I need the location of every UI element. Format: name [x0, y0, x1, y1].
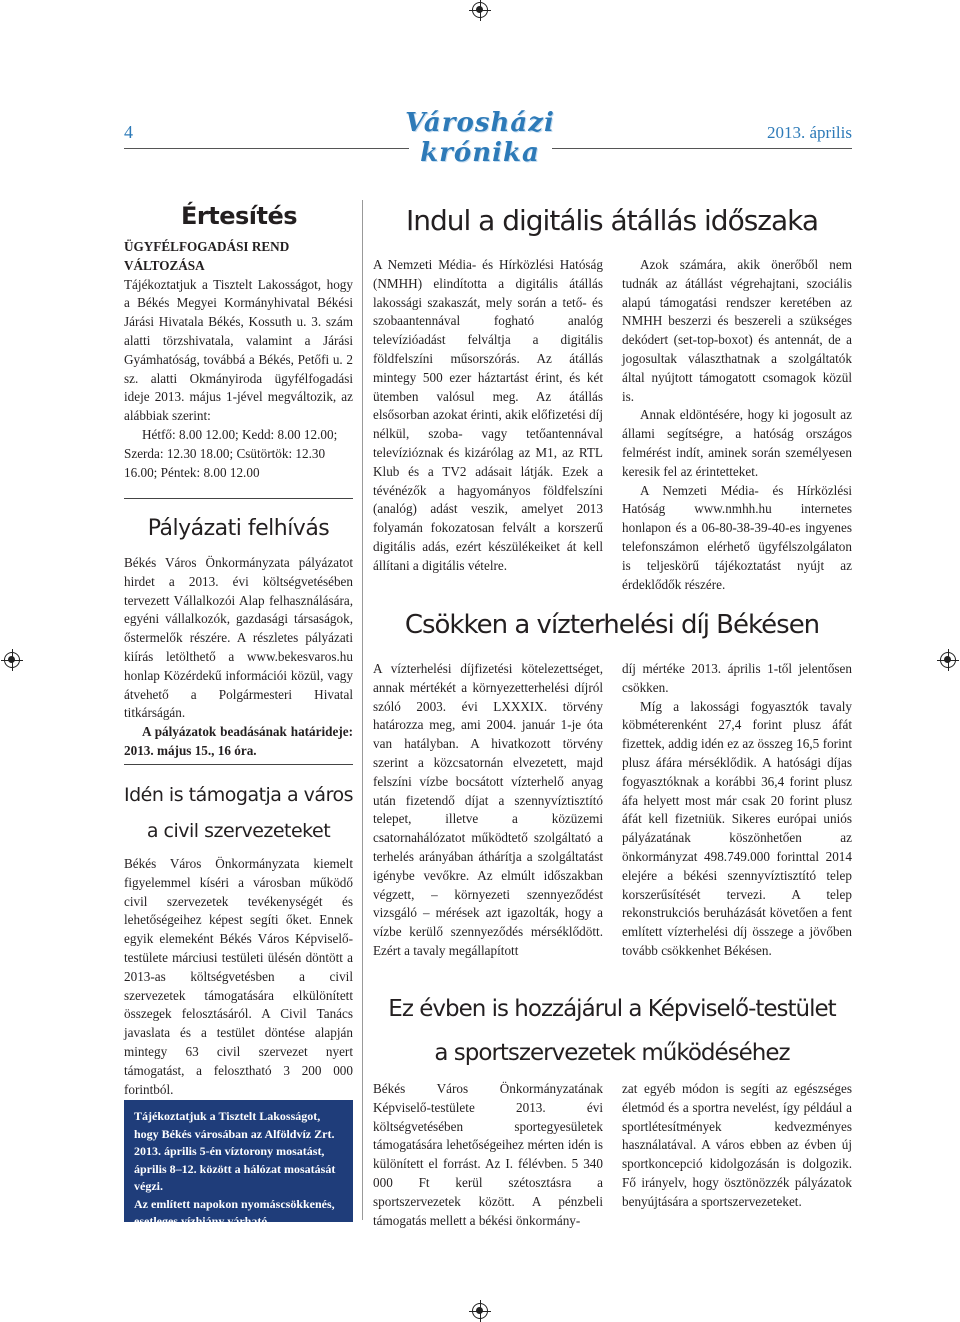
sport-col2 [622, 1080, 852, 1212]
water-col1 [373, 660, 603, 961]
digital-col1-text: A Nemzeti Média- és Hírközlési Hatóság (NMHH) elindította a digitális átállás lakossági szakaszát, mely során a tető- és szobaantennával fogható analóg televízióadást felváltja a digitális földfelszíni műsorszórás. Az átállás mintegy 500 ezer háztartást érint, és két ütemben valósul meg. Az átállás elsősorban azokat érinti, akik előfizetési díj nélkül, szoba- vagy tetőantennával televízióznak és kizárólag az M1, az RTL Klub és a TV2 adásait látják. Ezek a tévénézők a hagyományos földfelszíni (analóg) adást veszik, amelyet 2013 folyamán fokozatosan felvált a korszerű digitális adás, ezért készülékeiket át kell állítani a digitális vételre. [373, 257, 603, 573]
water-notice-box [124, 1100, 353, 1228]
header-rule-right [552, 148, 852, 149]
header-rule-left [124, 148, 409, 149]
palyazat-body: Békés Város Önkormányzata pályázatot hirdet a 2013. évi költségvetésében tervezett Vállalkozói Alap felhasználására, egyéni vállalkozók, gazdasági társaságok, őstermelők részére. A részletes pályázati kiírás letölthető a www.bekesvaros.hu honlap Közérdekű információi közül, vagy átvehető a Polgármesteri Hivatal titkárságán. [124, 555, 353, 721]
ertesites-block [124, 238, 353, 482]
registration-mark-top [472, 2, 488, 18]
civil-title-line2: a civil szervezeteket [146, 820, 331, 842]
sport-title-line1: Ez évben is hozzájárul a Képviselő-testület [388, 996, 836, 1022]
water-title: Csökken a vízterhelési díj Békésen [404, 610, 820, 640]
rule-1 [124, 498, 353, 499]
water-col2a: díj mértéke 2013. április 1-től jelentősen csökken. [622, 661, 852, 695]
palyazat-deadline: A pályázatok beadásának határideje: 2013. május 15., 16 óra. [124, 724, 353, 758]
digital-col1 [373, 256, 603, 576]
sport-col1-text: Békés Város Önkormányzatának Képviselő-testülete 2013. évi költségvetésében sportegyesületek támogatására lehetőségeihez mérten idén is különített el forrást. Az I. félévben. 5 340 000 Ft kerül szétosztásra a sportszervezetek között. A pénzbeli támogatás mellett a békési önkormány- [373, 1081, 603, 1228]
registration-mark-left [4, 652, 20, 668]
masthead-line2: krónika [420, 138, 540, 168]
ertesites-body: Tájékoztatjuk a Tisztelt Lakosságot, hogy a Békés Megyei Kormányhivatal Békési Járási Hivatala Békés, Kossuth u. 3. szám alatti törzshivatala, valamint a Járási Gyámhatóság, továbbá a Békés, Petőfi u. 2 sz. alatti Okmányiroda ügyfélfogadási ideje 2013. május 1-jével megváltozik, az alábbiak szerint: [124, 276, 353, 424]
registration-mark-bottom [472, 1303, 488, 1319]
water-col2b: Míg a lakossági fogyasztók tavaly köbméterenként 27,4 forint plusz áfát fizettek, addig idén ez az összeg 16,5 forint plusz áfára mérséklődik. A hatósági díjas fogyasztóknak a korábbi 36,4 forint plusz áfa helyett most már csak 20 forint plusz áfát kell fizetniük. Sikeres európai uniós pályázatának köszönhetően az önkormányzat 498.749.000 forinttal 2014 elejére a békési szennyvíztisztító telep korszerűsítését tervezi. A telep rekonstrukciós beruházását követően a fent említett vízterhelési díj összege a jövőben tovább csökkenhet Békésen. [622, 698, 852, 958]
water-col1-text: A vízterhelési díjfizetési kötelezettséget, annak mértékét a környezetterhelési díjról szóló 2003. évi LXXXIX. törvény határozza meg, ami 2004. január 1-je óta van hatályban. A hivatkozott törvény szerint a közcsatornán elvezetett, majd felszíni vízbe bocsátott vízterhelő anyag után fizetendő díjat a szennyvíztisztító telepet, illetve a közüzemi csatornahálózatot működtető szolgáltató a terhelés arányában áthárítja a szolgáltatást igénybe vevőkre. Az elmúlt időszakban végzett, – környezeti szennyeződést vizsgáló – mérések azt igazolták, hogy a vízbe kerülő szennyeződés mérséklődött. Ezért a tavaly megállapított [373, 661, 603, 958]
water-col2 [622, 660, 852, 961]
palyazat-block [124, 554, 353, 761]
digital-col2 [622, 256, 852, 594]
ertesites-subtitle: ÜGYFÉLFOGADÁSI REND VÁLTOZÁSA [124, 239, 290, 273]
sport-col1 [373, 1080, 603, 1230]
digital-col2b: Annak eldöntésére, hogy ki jogosult az állami segítségre, a hatóság országos felmérést indít, aminek során személyesen keresik fel az érintetteket. [622, 407, 852, 479]
rule-2 [124, 764, 353, 765]
civil-body: Békés Város Önkormányzata kiemelt figyelemmel kíséri a városban működő civil szervezetek tevékenységét és lehetőségeihez képest segíti őket. Ennek egyik elemeként Békés Város Képviselő-testülete márciusi testületi ülésén döntött a 2013-as költségvetésben a civil szervezetek támogatására elkülönített összegek felosztásáról. A Civil Tanács javaslata és a testület döntése alapján mintegy 63 civil szervezet nyert támogatást, a felosztható 3 200 000 forintból. [124, 856, 353, 1097]
registration-mark-right [940, 652, 956, 668]
ertesites-title: Értesítés [180, 202, 298, 230]
column-separator [362, 200, 363, 1220]
issue-date: 2013. április [767, 123, 852, 142]
sport-col2-text: zat egyéb módon is segíti az egészséges életmód és a sportra nevelést, így például a sportlétesítmények kedvezményes használatával. A város ebben az évben új sportkoncepció kidolgozásán is dolgozik. Fő irányelv, hogy ösztönözzék pályázatok benyújtására a sportszervezeteket. [622, 1081, 852, 1209]
digital-title: Indul a digitális átállás időszaka [405, 204, 819, 237]
page-number: 4 [124, 122, 133, 142]
notice-text1: Tájékoztatjuk a Tisztelt Lakosságot, hogy Békés városában az Alföldvíz Zrt. 2013. április 5-én víztorony mosatást, április 8–12. között a hálózat mosatását végzi. [134, 1109, 336, 1193]
masthead [395, 108, 565, 168]
notice-text2: Az említett napokon nyomáscsökkenés, esetleges vízhiány várható. [134, 1196, 335, 1228]
civil-title-line1: Idén is támogatja a város [124, 784, 353, 806]
sport-title-line2: a sportszervezetek működéséhez [434, 1040, 790, 1066]
digital-col2a: Azok számára, akik önerőből nem tudnák az átállást végrehajtani, szociális alapú támogatási rendszer keretében az NMHH beszerzi és beszereli a szükséges dekódert (set-top-boxot) és antennát, de a jogosultak választhatnak a szolgáltatók által nyújtott támogatott csomagok közül is. [622, 257, 852, 404]
ertesites-hours: Hétfő: 8.00 12.00; Kedd: 8.00 12.00; Szerda: 12.30 18.00; Csütörtök: 12.30 16.00; Péntek: 8.00 12.00 [124, 426, 338, 480]
palyazat-title: Pályázati felhívás [147, 516, 330, 541]
civil-block [124, 855, 353, 1099]
masthead-line1: Városházi [405, 108, 555, 138]
digital-col2c: A Nemzeti Média- és Hírközlési Hatóság www.nmhh.hu internetes honlapon és a 06-80-38-39-40-es ingyenes telefonszámon elérhető ügyfélszolgálaton is teljeskörű tájékoztatást nyújt az érdeklődők részére. [622, 482, 852, 592]
